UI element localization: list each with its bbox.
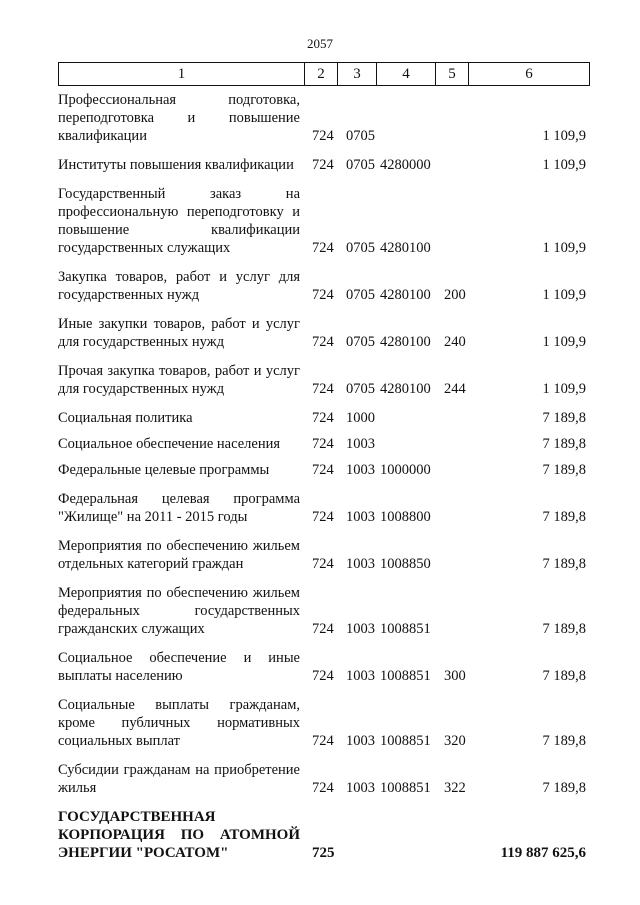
- page-number: 2057: [307, 36, 333, 51]
- row-rz: 1000: [346, 410, 375, 426]
- table-row: [58, 91, 598, 145]
- row-name: Государственный заказ на профессиональную переподготовку и повышение квалификации государственных служащих: [58, 186, 300, 256]
- row-name: ГОСУДАРСТВЕННАЯ КОРПОРАЦИЯ ПО АТОМНОЙ ЭНЕРГИИ "РОСАТОМ": [58, 809, 300, 861]
- row-rz: 0705: [346, 381, 375, 397]
- row-gl: 724: [312, 410, 334, 426]
- row-cs: 1008851: [380, 733, 431, 749]
- row-gl: 724: [312, 668, 334, 684]
- row-gl: 724: [312, 621, 334, 637]
- row-name: Социальная политика: [58, 410, 193, 426]
- table-header: [58, 62, 590, 86]
- row-sum: 7 189,8: [542, 556, 586, 572]
- row-sum: 7 189,8: [542, 509, 586, 525]
- table-row: [58, 435, 598, 453]
- row-cs: 4280100: [380, 334, 431, 350]
- table-row: [58, 461, 598, 479]
- row-gl: 725: [312, 845, 335, 861]
- row-name: Социальное обеспечение и иные выплаты населению: [58, 650, 300, 684]
- row-gl: 724: [312, 334, 334, 350]
- row-cs: 1008851: [380, 780, 431, 796]
- row-name: Мероприятия по обеспечению жильем отдельных категорий граждан: [58, 538, 300, 572]
- row-vr: 322: [444, 780, 466, 796]
- row-rz: 1003: [346, 733, 375, 749]
- row-rz: 1003: [346, 509, 375, 525]
- header-col-1: 1: [59, 63, 305, 85]
- header-col-4: 4: [377, 63, 436, 85]
- row-cs: 1008800: [380, 509, 431, 525]
- row-sum: 1 109,9: [542, 240, 586, 256]
- header-col-3: 3: [338, 63, 377, 85]
- row-cs: 4280100: [380, 240, 431, 256]
- row-sum: 1 109,9: [542, 334, 586, 350]
- row-sum: 1 109,9: [542, 381, 586, 397]
- row-sum: 1 109,9: [542, 157, 586, 173]
- row-rz: 1003: [346, 780, 375, 796]
- row-cs: 1008850: [380, 556, 431, 572]
- header-col-5: 5: [436, 63, 469, 85]
- row-sum: 7 189,8: [542, 621, 586, 637]
- row-rz: 1003: [346, 436, 375, 452]
- row-vr: 240: [444, 334, 466, 350]
- row-rz: 0705: [346, 128, 375, 144]
- row-cs: 4280000: [380, 157, 431, 173]
- budget-table-body: [58, 91, 598, 873]
- row-rz: 1003: [346, 462, 375, 478]
- row-sum: 119 887 625,6: [500, 845, 586, 861]
- row-cs: 4280100: [380, 381, 431, 397]
- row-vr: 244: [444, 381, 466, 397]
- table-row-total: [58, 808, 598, 862]
- table-row: [58, 185, 598, 257]
- table-row: [58, 490, 598, 526]
- row-gl: 724: [312, 462, 334, 478]
- row-name: Федеральная целевая программа "Жилище" на 2011 - 2015 годы: [58, 491, 300, 525]
- row-sum: 1 109,9: [542, 128, 586, 144]
- table-row: [58, 156, 598, 174]
- row-name: Профессиональная подготовка, переподготовка и повышение квалификации: [58, 92, 300, 144]
- row-sum: 1 109,9: [542, 287, 586, 303]
- row-sum: 7 189,8: [542, 410, 586, 426]
- row-name: Федеральные целевые программы: [58, 462, 270, 478]
- row-gl: 724: [312, 157, 334, 173]
- row-cs: 1000000: [380, 462, 431, 478]
- row-gl: 724: [312, 287, 334, 303]
- row-name: Институты повышения квалификации: [58, 157, 294, 173]
- row-name: Иные закупки товаров, работ и услуг для государственных нужд: [58, 316, 300, 350]
- row-sum: 7 189,8: [542, 436, 586, 452]
- row-cs: 1008851: [380, 668, 431, 684]
- row-name: Социальные выплаты гражданам, кроме публичных нормативных социальных выплат: [58, 697, 300, 749]
- row-rz: 1003: [346, 556, 375, 572]
- row-vr: 300: [444, 668, 466, 684]
- row-rz: 1003: [346, 668, 375, 684]
- row-name: Мероприятия по обеспечению жильем федеральных государственных гражданских служащих: [58, 585, 300, 637]
- row-sum: 7 189,8: [542, 462, 586, 478]
- table-row: [58, 696, 598, 750]
- row-gl: 724: [312, 381, 334, 397]
- row-name: Закупка товаров, работ и услуг для государственных нужд: [58, 269, 300, 303]
- row-rz: 0705: [346, 334, 375, 350]
- header-col-6: 6: [525, 65, 533, 82]
- row-gl: 724: [312, 733, 334, 749]
- row-name: Субсидии гражданам на приобретение жилья: [58, 762, 300, 796]
- row-cs: 1008851: [380, 621, 431, 637]
- table-row: [58, 409, 598, 427]
- row-rz: 0705: [346, 287, 375, 303]
- table-row: [58, 649, 598, 685]
- row-name: Социальное обеспечение населения: [58, 436, 281, 452]
- table-row: [58, 268, 598, 304]
- table-row: [58, 315, 598, 351]
- row-vr: 200: [444, 287, 466, 303]
- row-cs: 4280100: [380, 287, 431, 303]
- row-rz: 0705: [346, 157, 375, 173]
- row-sum: 7 189,8: [542, 668, 586, 684]
- table-row: [58, 761, 598, 797]
- table-row: [58, 537, 598, 573]
- row-gl: 724: [312, 509, 334, 525]
- row-gl: 724: [312, 436, 334, 452]
- header-col-2: 2: [305, 63, 338, 85]
- row-gl: 724: [312, 128, 334, 144]
- row-sum: 7 189,8: [542, 733, 586, 749]
- row-gl: 724: [312, 780, 334, 796]
- table-row: [58, 362, 598, 398]
- row-name: Прочая закупка товаров, работ и услуг для государственных нужд: [58, 363, 300, 397]
- row-gl: 724: [312, 556, 334, 572]
- table-row: [58, 584, 598, 638]
- row-gl: 724: [312, 240, 334, 256]
- row-sum: 7 189,8: [542, 780, 586, 796]
- row-vr: 320: [444, 733, 466, 749]
- row-rz: 0705: [346, 240, 375, 256]
- row-rz: 1003: [346, 621, 375, 637]
